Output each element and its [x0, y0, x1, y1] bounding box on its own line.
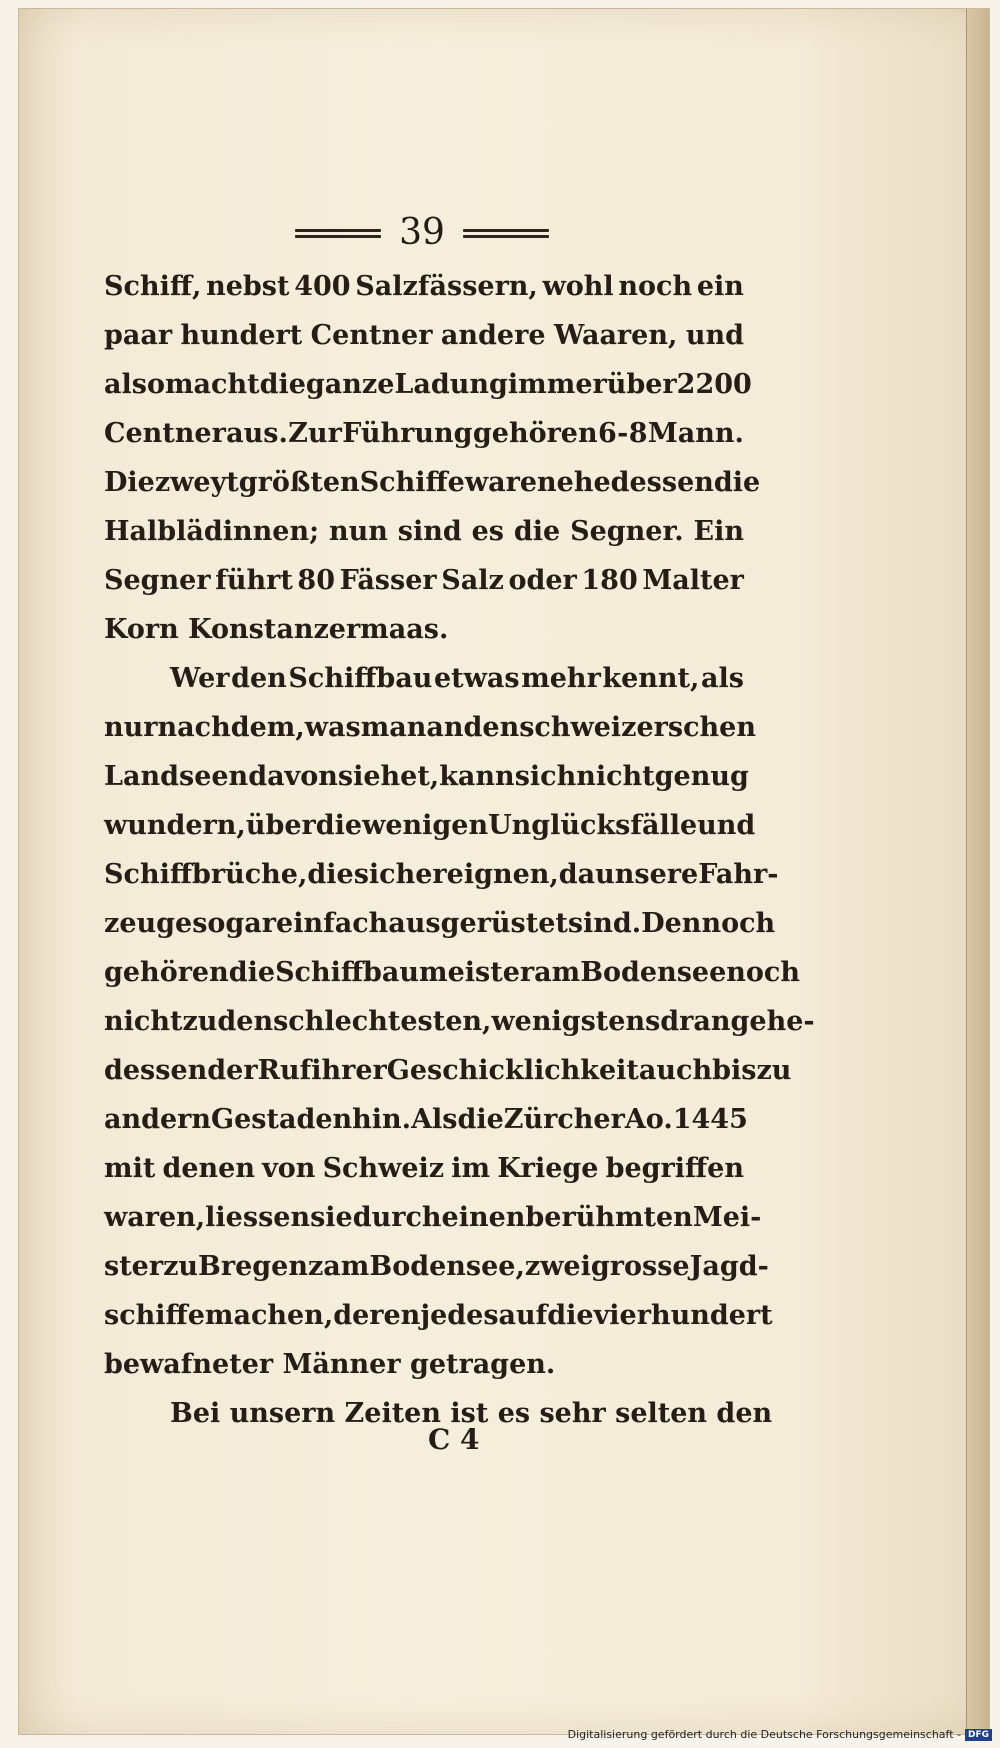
text-line: Bei unsern Zeiten ist es sehr selten den	[170, 1398, 773, 1429]
text-line: zeuge so gar einfach ausgerüstet sind. Dennoch	[104, 908, 776, 939]
signature-mark: C 4	[428, 1423, 480, 1456]
page-header	[282, 213, 562, 253]
text-line: nicht zu den schlechtesten, wenigstens drang ehe-	[104, 1006, 815, 1037]
text-line: ster zu Bregenz am Bodensee, zwei grosse Jagd-	[104, 1251, 769, 1282]
text-line: Korn Konstanzermaas.	[104, 614, 449, 645]
text-line: andern Gestaden hin. Als die Zürcher Ao. 1445	[104, 1104, 748, 1135]
text-line: Schiffbrüche, die sich ereignen, da unsere Fahr-	[104, 859, 779, 890]
text-line: nur nach dem, was man an den schweizerschen	[104, 712, 756, 743]
text-line: Wer den Schiffbau etwas mehr kennt, als	[170, 663, 744, 694]
dfg-logo-icon: DFG	[965, 1729, 992, 1741]
text-line: Schiff, nebst 400 Salzfässern, wohl noch ein	[104, 271, 744, 302]
body-text	[104, 262, 815, 1438]
text-line: wundern, über die wenigen Unglücksfälle und	[104, 810, 756, 841]
digitization-footer	[568, 1728, 992, 1741]
text-line: dessen der Ruf ihrer Geschicklichkeit auch bis zu	[104, 1055, 792, 1086]
page-edge	[966, 9, 989, 1734]
text-line: Segner führt 80 Fässer Salz oder 180 Malter	[104, 565, 744, 596]
text-line: waren, liessen sie durch einen berühmten Mei-	[104, 1202, 762, 1233]
text-line: also macht die ganze Ladung immer über 2200	[104, 369, 752, 400]
text-line: mit denen von Schweiz im Kriege begriffen	[104, 1153, 744, 1184]
text-line: Die zweytgrößten Schiffe waren ehedessen die	[104, 467, 761, 498]
text-line: Centner aus. Zur Führung gehören 6 - 8 Mann.	[104, 418, 744, 449]
text-line: Halblädinnen; nun sind es die Segner. Ein	[104, 516, 744, 547]
page-number: 39	[399, 212, 445, 253]
text-line: Landseen davon siehet, kann sich nicht genug	[104, 761, 749, 792]
footer-text: Digitalisierung gefördert durch die Deutsche Forschungsgemeinschaft -	[567, 1728, 961, 1741]
header-rule-right	[463, 229, 549, 238]
text-line: bewafneter Männer getragen.	[104, 1349, 556, 1380]
text-line: gehören die Schiffbaumeister am Bodensee noch	[104, 957, 801, 988]
text-line: schiffe machen, deren jedes auf die vierhundert	[104, 1300, 773, 1331]
header-rule-left	[295, 229, 381, 238]
text-line: paar hundert Centner andere Waaren, und	[104, 320, 744, 351]
